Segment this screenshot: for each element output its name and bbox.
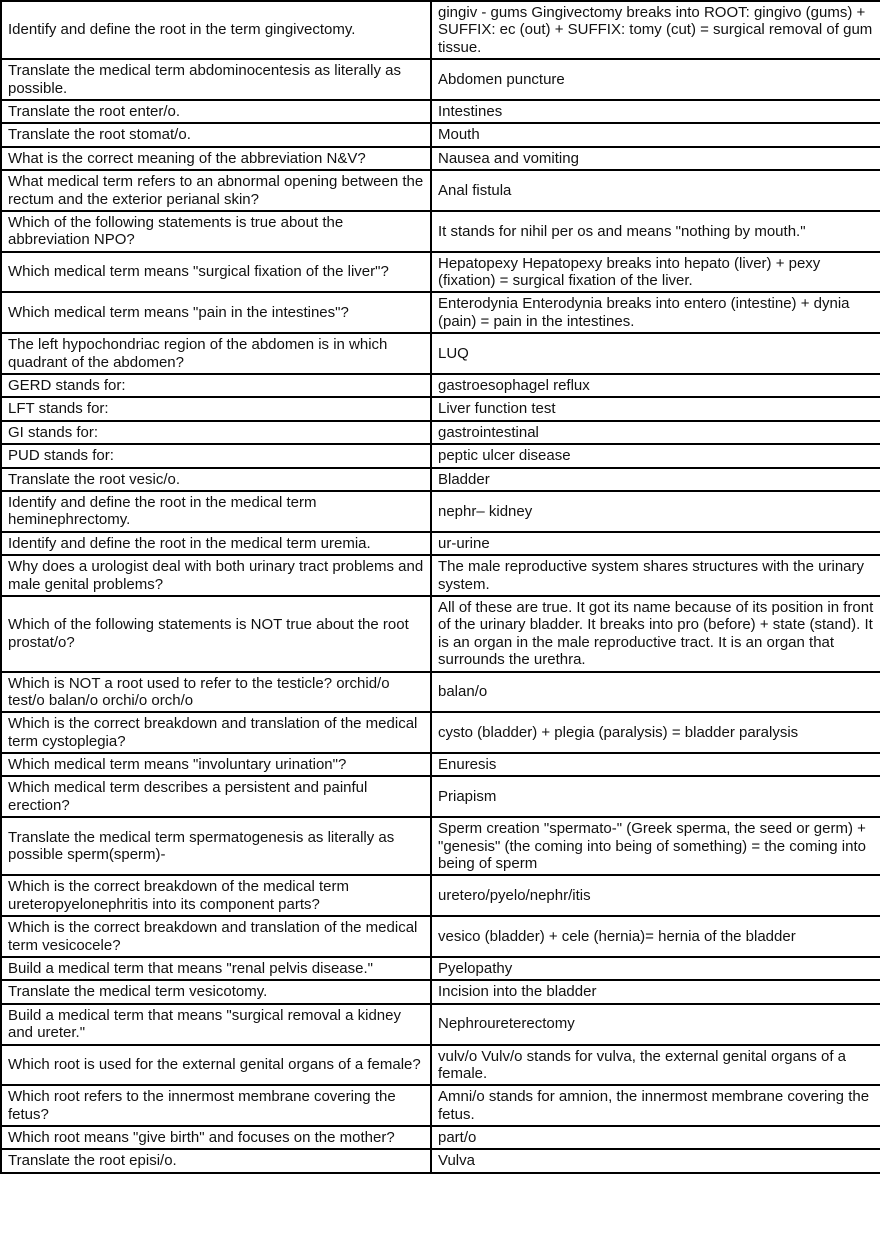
answer-cell: Enterodynia Enterodynia breaks into entero (intestine) + dynia (pain) = pain in the intestines. <box>431 292 880 333</box>
table-row <box>1 59 880 100</box>
table-row <box>1 123 880 146</box>
question-cell: Which is the correct breakdown of the medical term ureteropyelonephritis into its component parts? <box>1 875 431 916</box>
answer-cell: Anal fistula <box>431 170 880 211</box>
question-cell: What is the correct meaning of the abbreviation N&V? <box>1 147 431 170</box>
table-row <box>1 444 880 467</box>
question-cell: Which medical term means "surgical fixation of the liver"? <box>1 252 431 293</box>
question-cell: GI stands for: <box>1 421 431 444</box>
answer-cell: Liver function test <box>431 397 880 420</box>
answer-cell: gastrointestinal <box>431 421 880 444</box>
question-cell: Which is the correct breakdown and translation of the medical term vesicocele? <box>1 916 431 957</box>
table-row <box>1 468 880 491</box>
table-row <box>1 252 880 293</box>
question-cell: Identify and define the root in the medical term uremia. <box>1 532 431 555</box>
answer-cell: ur-urine <box>431 532 880 555</box>
table-row <box>1 980 880 1003</box>
question-cell: GERD stands for: <box>1 374 431 397</box>
table-row <box>1 776 880 817</box>
question-cell: LFT stands for: <box>1 397 431 420</box>
answer-cell: gastroesophagel reflux <box>431 374 880 397</box>
table-row <box>1 292 880 333</box>
answer-cell: gingiv - gums Gingivectomy breaks into ROOT: gingivo (gums) + SUFFIX: ec (out) + SUFFIX: tomy (cut) = surgical removal of gum tissue. <box>431 1 880 59</box>
table-row <box>1 100 880 123</box>
table-row <box>1 374 880 397</box>
table-row <box>1 1085 880 1126</box>
question-cell: What medical term refers to an abnormal opening between the rectum and the exterior perianal skin? <box>1 170 431 211</box>
table-row <box>1 397 880 420</box>
question-cell: Which medical term means "pain in the intestines"? <box>1 292 431 333</box>
question-cell: Translate the medical term abdominocentesis as literally as possible. <box>1 59 431 100</box>
answer-cell: Nephroureterectomy <box>431 1004 880 1045</box>
table-row <box>1 170 880 211</box>
question-cell: Translate the root episi/o. <box>1 1149 431 1172</box>
answer-cell: nephr– kidney <box>431 491 880 532</box>
question-cell: Which medical term means "involuntary urination"? <box>1 753 431 776</box>
question-cell: Which is NOT a root used to refer to the testicle? orchid/o test/o balan/o orchi/o orch/o <box>1 672 431 713</box>
question-cell: Translate the root vesic/o. <box>1 468 431 491</box>
table-row <box>1 1045 880 1086</box>
table-row <box>1 916 880 957</box>
table-row <box>1 957 880 980</box>
table-row <box>1 1126 880 1149</box>
answer-cell: Pyelopathy <box>431 957 880 980</box>
answer-cell: The male reproductive system shares structures with the urinary system. <box>431 555 880 596</box>
answer-cell: vulv/o Vulv/o stands for vulva, the external genital organs of a female. <box>431 1045 880 1086</box>
answer-cell: Nausea and vomiting <box>431 147 880 170</box>
answer-cell: balan/o <box>431 672 880 713</box>
question-cell: Translate the root stomat/o. <box>1 123 431 146</box>
answer-cell: cysto (bladder) + plegia (paralysis) = bladder paralysis <box>431 712 880 753</box>
table-row <box>1 555 880 596</box>
question-cell: Translate the root enter/o. <box>1 100 431 123</box>
question-cell: Which of the following statements is true about the abbreviation NPO? <box>1 211 431 252</box>
answer-cell: part/o <box>431 1126 880 1149</box>
question-cell: Build a medical term that means "renal pelvis disease." <box>1 957 431 980</box>
table-row <box>1 875 880 916</box>
answer-cell: Enuresis <box>431 753 880 776</box>
answer-cell: Mouth <box>431 123 880 146</box>
answer-cell: Incision into the bladder <box>431 980 880 1003</box>
answer-cell: uretero/pyelo/nephr/itis <box>431 875 880 916</box>
question-cell: Which root refers to the innermost membrane covering the fetus? <box>1 1085 431 1126</box>
answer-cell: Vulva <box>431 1149 880 1172</box>
table-row <box>1 421 880 444</box>
table-row <box>1 817 880 875</box>
table-row <box>1 211 880 252</box>
answer-cell: Priapism <box>431 776 880 817</box>
table-row <box>1 596 880 672</box>
table-row <box>1 1 880 59</box>
question-cell: Why does a urologist deal with both urinary tract problems and male genital problems? <box>1 555 431 596</box>
table-row <box>1 672 880 713</box>
answer-cell: vesico (bladder) + cele (hernia)= hernia of the bladder <box>431 916 880 957</box>
table-row <box>1 753 880 776</box>
table-row <box>1 712 880 753</box>
question-cell: Build a medical term that means "surgical removal a kidney and ureter." <box>1 1004 431 1045</box>
answer-cell: Abdomen puncture <box>431 59 880 100</box>
question-cell: Which of the following statements is NOT true about the root prostat/o? <box>1 596 431 672</box>
table-row <box>1 147 880 170</box>
answer-cell: Intestines <box>431 100 880 123</box>
question-cell: PUD stands for: <box>1 444 431 467</box>
table-row <box>1 333 880 374</box>
answer-cell: Hepatopexy Hepatopexy breaks into hepato (liver) + pexy (fixation) = surgical fixation of the liver. <box>431 252 880 293</box>
question-cell: Which root is used for the external genital organs of a female? <box>1 1045 431 1086</box>
question-cell: Identify and define the root in the term gingivectomy. <box>1 1 431 59</box>
question-cell: Which root means "give birth" and focuses on the mother? <box>1 1126 431 1149</box>
table-row <box>1 532 880 555</box>
question-cell: Translate the medical term spermatogenesis as literally as possible sperm(sperm)- <box>1 817 431 875</box>
question-cell: Which medical term describes a persistent and painful erection? <box>1 776 431 817</box>
answer-cell: peptic ulcer disease <box>431 444 880 467</box>
table-row <box>1 1004 880 1045</box>
table-row <box>1 491 880 532</box>
answer-cell: Sperm creation "spermato-" (Greek sperma, the seed or germ) + "genesis" (the coming into being of something) = the coming into being of sperm <box>431 817 880 875</box>
answer-cell: It stands for nihil per os and means "nothing by mouth." <box>431 211 880 252</box>
answer-cell: Amni/o stands for amnion, the innermost membrane covering the fetus. <box>431 1085 880 1126</box>
answer-cell: All of these are true. It got its name because of its position in front of the urinary bladder. It breaks into pro (before) + state (stand). It is an organ in the male reproductive tract. It is an organ that surrounds the urethra. <box>431 596 880 672</box>
question-cell: Identify and define the root in the medical term heminephrectomy. <box>1 491 431 532</box>
question-cell: Translate the medical term vesicotomy. <box>1 980 431 1003</box>
answer-cell: Bladder <box>431 468 880 491</box>
table-row <box>1 1149 880 1172</box>
table-body <box>1 1 880 1173</box>
question-cell: Which is the correct breakdown and translation of the medical term cystoplegia? <box>1 712 431 753</box>
question-cell: The left hypochondriac region of the abdomen is in which quadrant of the abdomen? <box>1 333 431 374</box>
answer-cell: LUQ <box>431 333 880 374</box>
